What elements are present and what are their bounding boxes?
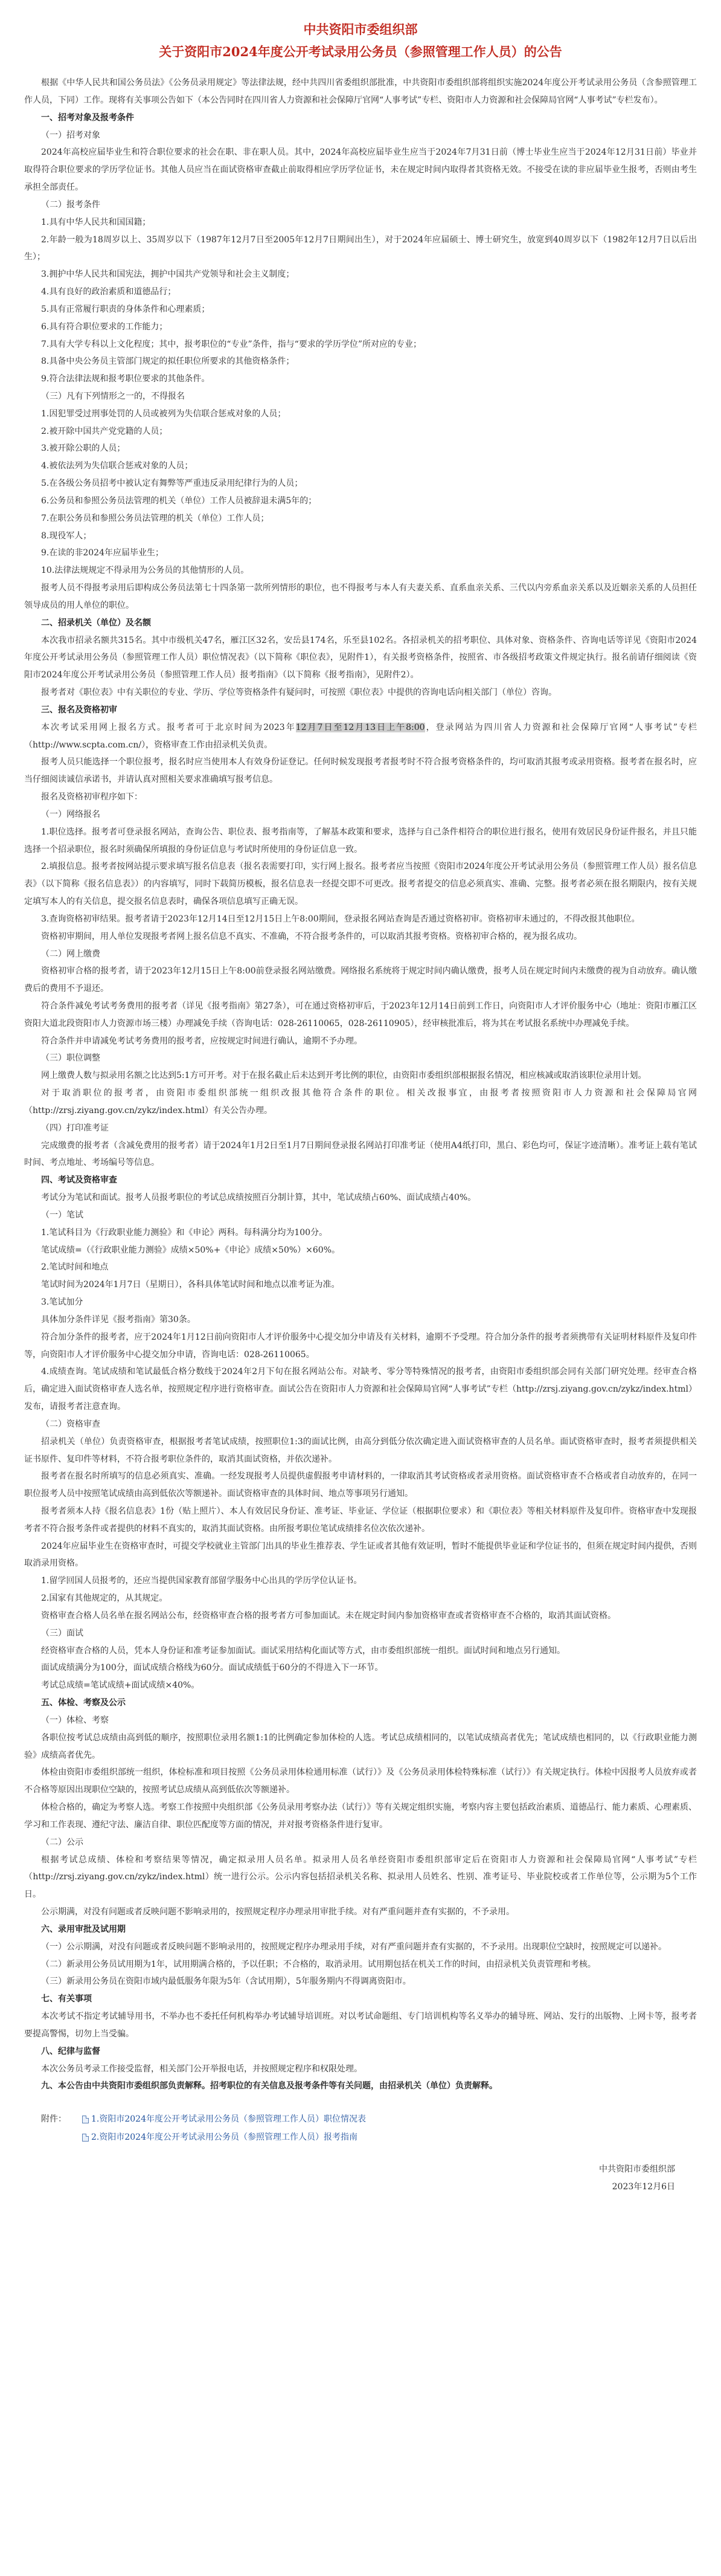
body-paragraph: 5.具有正常履行职责的身体条件和心理素质； <box>41 304 210 314</box>
body-paragraph: 2024年应届毕业生在资格审查时，可提交学校就业主管部门出具的毕业生推荐表、学生证或者其他有效证明，暂时不能提供毕业证和学位证书的，但须在规定时间内提供，否则取消录用资格。 <box>24 1541 697 1569</box>
body-paragraph: 考试总成绩=笔试成绩+面试成绩×40%。 <box>41 1680 200 1691</box>
subsection-heading: （三）面试 <box>41 1628 83 1638</box>
subsection-heading: （二）网上缴费 <box>41 949 100 959</box>
body-paragraph: 6.具有符合职位要求的工作能力； <box>41 321 168 332</box>
body-paragraph: 资格初审合格的报考者，请于2023年12月15日上午8:00前登录报名网站缴费。网络报名系统将于规定时间内确认缴费，报考人员在规定时间内未缴费的视为自动放弃。确认缴费后的费用不予退还。 <box>24 966 697 994</box>
announcement-body <box>24 74 697 2095</box>
body-paragraph: 3.查询资格初审结果。报考者请于2023年12月14日至12月15日上午8:00期间，登录报名网站查询是否通过资格初审。资格初审未通过的，不得改报其他职位。 <box>41 914 640 924</box>
body-paragraph: 3.拥护中华人民共和国宪法，拥护中国共产党领导和社会主义制度； <box>41 270 295 280</box>
closing-statement: 九、本公告由中共资阳市委组织部负责解释。招考职位的有关信息及报考条件等有关问题，由招录机关（单位）负责解释。 <box>41 2081 498 2091</box>
body-paragraph: 2.被开除中国共产党党籍的人员； <box>41 426 168 436</box>
section-heading: 六、录用审批及试用期 <box>41 1924 126 1934</box>
body-paragraph: 1.职位选择。报考者可登录报名网站，查询公告、职位表、报考指南等，了解基本政策和要求，选择与自己条件相符合的职位进行报名，使用有效居民身份证件报名，并且只能选择一个招录职位，报名时须确保所填报的身份证信息与考试时所使用的身份证信息一致。 <box>24 827 697 854</box>
section-heading: 四、考试及资格审查 <box>41 1175 117 1186</box>
section-heading: 一、招考对象及报考条件 <box>41 112 134 123</box>
body-paragraph: 8.具备中央公务员主管部门规定的拟任职位所要求的其他资格条件； <box>41 357 295 367</box>
body-paragraph: 招录机关（单位）负责资格审查，根据报考者笔试成绩，按照职位1:3的面试比例，由高分到低分依次确定进入面试资格审查的人员名单。面试资格审查时，报考者须提供相关证书原件、复印件等材料，不符合报考职位条件的，取消其面试资格，并依次递补。 <box>24 1436 697 1464</box>
subsection-heading: （一）笔试 <box>41 1210 83 1220</box>
body-paragraph: 6.公务员和参照公务员法管理的机关（单位）工作人员被辞退未满5年的； <box>41 496 317 506</box>
body-paragraph: 2.填报信息。报考者按网站提示要求填写报名信息表（报名表需要打印，实行网上报名。报考者应当按照《资阳市2024年度公开考试录用公务员（参照管理工作人员）报名信息表》（以下简称《报名信息表》）的内容填写，同时下载简历模板，报名信息表一经提交即不可更改。报考者提交的信息必须真实、准确、完整。报考者必须在报名期限内，按有关规定填写本人的有关信息，提交报名信息表时，确保各项信息填写正确无误。 <box>24 862 697 907</box>
body-paragraph: 1.留学回国人员报考的，还应当提供国家教育部留学服务中心出具的学历学位认证书。 <box>41 1576 362 1586</box>
body-paragraph: 2.年龄一般为18周岁以上、35周岁以下（1987年12月7日至2005年12月7日期间出生），对于2024年应届硕士、博士研究生，放宽到40周岁以下（1982年12月7日以后出生）； <box>24 234 697 262</box>
highlighted-text: 12月7日至12月13日上午8:00 <box>295 722 425 732</box>
paragraph-text: 本次考试采用网上报名方式。报考者可于北京时间为2023年 <box>41 722 296 732</box>
body-paragraph: （二）新录用公务员试用期为1年，试用期满合格的，予以任职；不合格的，取消录用。试用期包括在机关工作的时间，由招录机关负责管理和考核。 <box>41 1959 596 1969</box>
section-heading: 二、招录机关（单位）及名额 <box>41 618 151 628</box>
body-paragraph: 经资格审查合格的人员，凭本人身份证和准考证参加面试。面试采用结构化面试等方式，由市委组织部统一组织。面试时间和地点另行通知。 <box>41 1645 565 1656</box>
body-paragraph: 资格审查合格人员名单在报名网站公布，经资格审查合格的报考者方可参加面试。未在规定时间内参加资格审查或者资格审查不合格的，取消其面试资格。 <box>41 1610 616 1621</box>
body-paragraph: 报考人员只能选择一个职位报考，报名时应当使用本人有效身份证登记。任何时候发现报考者报考时不符合报考资格条件的，均可取消其报考或录用资格。报考者在报名时，应当仔细阅读诚信承诺书，并请认真对照相关要求准确填写报考信息。 <box>24 757 697 785</box>
body-paragraph: 考试分为笔试和面试。报考人员报考职位的考试总成绩按照百分制计算，其中，笔试成绩占60%、面试成绩占40%。 <box>41 1193 476 1203</box>
subsection-heading: （一）体检、考察 <box>41 1715 109 1725</box>
body-paragraph: 根据考试总成绩、体检和考察结果等情况，确定拟录用人员名单。拟录用人员名单经资阳市委组织部审定后在资阳市人力资源和社会保障局官网“人事考试”专栏（http://zrsj.ziyang.gov.cn/zykz/index.html）统一进行公示。公示内容包括招录机关名称、拟录用人员姓名、性别、准考证号、毕业院校或者工作单位等，公示期为5个工作日。 <box>24 1855 697 1900</box>
section-heading: 七、有关事项 <box>41 1994 92 2004</box>
body-paragraph: 7.具有大学专科以上文化程度；其中，报考职位的“专业”条件，指与“要求的学历学位”所对应的专业； <box>41 339 421 349</box>
body-paragraph: 3.笔试加分 <box>41 1297 83 1308</box>
subsection-heading: （一）网络报名 <box>41 809 100 819</box>
subsection-heading: （三）职位调整 <box>41 1053 100 1064</box>
body-paragraph: 本次我市招录名额共315名。其中市级机关47名，雁江区32名，安岳县174名，乐至县102名。各招录机关的招考职位、具体对象、资格条件、咨询电话等详见《资阳市2024年度公开考试录用公务员（参照管理工作人员）职位情况表》（以下简称《职位表》，见附件1），有关报考资格条件，按照省、市各级招考政策文件规定执行。报名前请仔细阅读《资阳市2024年度公开考试录用公务员（参照管理工作人员）报考指南》（以下简称《报考指南》，见附件2）。 <box>24 635 697 680</box>
body-paragraph: 各职位按考试总成绩由高到低的顺序，按照职位录用名额1:1的比例确定参加体检的人选。考试总成绩相同的，以笔试成绩高者优先；笔试成绩也相同的，以《行政职业能力测验》成绩高者优先。 <box>24 1732 697 1760</box>
body-paragraph: 网上缴费人数与拟录用名额之比达到5:1方可开考。对于在报名截止后未达到开考比例的职位，由资阳市委组织部根据报名情况，相应核减或取消该职位录用计划。 <box>41 1071 647 1081</box>
signature-org: 中共资阳市委组织部 <box>599 2164 675 2174</box>
attachments-label: 附件： <box>41 2114 66 2125</box>
body-paragraph: 报名及资格初审程序如下： <box>41 792 143 802</box>
body-paragraph: 符合条件减免考试考务费用的报考者（详见《报考指南》第27条），可在通过资格初审后，于2023年12月14日前到工作日，向资阳市人才评价服务中心（地址：资阳市雁江区资阳大道北段资阳市人力资源市场三楼）办理减免手续（咨询电话：028-26110065，028-26110905），经审核批准后，将为其在考试报名系统中办理减免手续。 <box>24 1001 697 1028</box>
body-paragraph: 体检由资阳市委组织部统一组织，体检标准和项目按照《公务员录用体检通用标准（试行）》及《公务员录用体检特殊标准（试行）》有关规定执行。体检中因报考人员放弃或者不合格等原因出现职位空缺的，按照考试总成绩从高到低依次等额递补。 <box>24 1767 697 1795</box>
body-paragraph: 本次考试不指定考试辅导用书，不举办也不委托任何机构举办考试辅导培训班。对以考试命题组、专门培训机构等名义举办的辅导班、网站、发行的出版物、上网卡等，报考者要提高警惕，切勿上当受骗。 <box>24 2012 697 2039</box>
page-title: 关于资阳市2024年度公开考试录用公务员（参照管理工作人员）的公告 <box>159 44 562 59</box>
subsection-heading: （一）招考对象 <box>41 130 100 140</box>
body-paragraph: 4.成绩查询。笔试成绩和笔试最低合格分数线于2024年2月下旬在报名网站公布。对缺考、零分等特殊情况的报考者，由资阳市委组织部会同有关部门研究处理。经审查合格后，确定进入面试资格审查人选名单，按照规定程序进行资格审查。面试公告在资阳市人力资源和社会保障局官网“人事考试”专栏（http://zrsj.ziyang.gov.cn/zykz/index.html）发布，请报考者注意查询。 <box>24 1367 697 1412</box>
subsection-heading: （三）凡有下列情形之一的，不得报名 <box>41 392 185 401</box>
attachments-section <box>24 2111 697 2146</box>
body-paragraph: 4.被依法列为失信联合惩戒对象的人员； <box>41 461 193 471</box>
body-paragraph: 符合加分条件的报考者，应于2024年1月12日前向资阳市人才评价服务中心提交加分申请及有关材料，逾期不予受理。符合加分条件的报考者须携带有关证明材料原件及复印件等，向资阳市人才评价服务中心提交加分申请，咨询电话：028-26110065。 <box>24 1332 697 1360</box>
subsection-heading: （二）资格审查 <box>41 1419 100 1429</box>
header <box>24 19 697 61</box>
paragraph-text: ，登录网站为四川省人力资源和社会保障厅官网“人事考试”专栏（http://www.scpta.com.cn/），资格审查工作由招录机关负责。 <box>24 722 697 750</box>
attachments-list <box>82 2111 366 2146</box>
body-paragraph: 1.笔试科目为《行政职业能力测验》和《申论》两科。每科满分均为100分。 <box>41 1227 328 1238</box>
body-paragraph: 1.因犯罪受过刑事处罚的人员或被列为失信联合惩戒对象的人员； <box>41 408 286 419</box>
body-paragraph: 对于取消职位的报考者，由资阳市委组织部统一组织改报其他符合条件的职位。相关改报事宜，由报考者按照资阳市人力资源和社会保障局官网（http://zrsj.ziyang.gov.cn/zykz/index.html）有关公告办理。 <box>24 1088 697 1115</box>
body-paragraph: 具体加分条件详见《报考指南》第30条。 <box>41 1314 196 1325</box>
issuing-org: 中共资阳市委组织部 <box>303 22 418 37</box>
body-paragraph: 报考者在报名时所填写的信息必须真实、准确。一经发现报考人员提供虚假报考申请材料的，一律取消其考试资格或者录用资格。面试资格审查不合格或者自动放弃的，在同一职位报考人员中按照笔试成绩由高到低依次等额递补。面试资格审查的具体时间、地点等事项另行通知。 <box>24 1471 697 1499</box>
body-paragraph: （三）新录用公务员在资阳市域内最低服务年限为5年（含试用期），5年服务期内不得调离资阳市。 <box>41 1977 411 1987</box>
signature-block <box>24 2161 697 2197</box>
body-paragraph: 7.在职公务员和参照公务员法管理的机关（单位）工作人员； <box>41 513 269 523</box>
section-heading: 八、纪律与监督 <box>41 2046 100 2056</box>
file-icon <box>82 2134 89 2142</box>
body-paragraph: 2.笔试时间和地点 <box>41 1262 109 1273</box>
body-paragraph: 笔试时间为2024年1月7日（星期日），各科具体笔试时间和地点以准考证为准。 <box>41 1280 340 1290</box>
body-paragraph: 报考者须本人持《报名信息表》1份（贴上照片）、本人有效居民身份证、准考证、毕业证、学位证（根据职位要求）和《职位表》等相关材料原件及复印件。资格审查中发现报考者不符合报考条件或者提供的材料不真实的，取消其面试资格。由所报考职位笔试成绩排名位次依次递补。 <box>24 1506 697 1534</box>
body-paragraph: 1.具有中华人民共和国国籍； <box>41 217 151 227</box>
body-paragraph: 2024年高校应届毕业生和符合职位要求的社会在职、非在职人员。其中，2024年高校应届毕业生应当于2024年7月31日前（博士毕业生应当于2024年12月31日前）毕业并取得符合职位要求的学历学位证书。其他人员应当在面试资格审查截止前取得相应学历学位证书，未在规定时间内取得者其资格无效。不接受在读的非应届毕业生报考，否则由考生承担全部责任。 <box>24 147 697 193</box>
body-paragraph: 9.在读的非2024年应届毕业生； <box>41 548 164 558</box>
attachment-item[interactable] <box>82 2129 366 2146</box>
attachment-item[interactable] <box>82 2111 366 2128</box>
body-paragraph <box>24 719 697 754</box>
body-paragraph: 符合条件并申请减免考试考务费用的报考者，应按规定时间进行确认，逾期不予办理。 <box>41 1036 362 1046</box>
section-heading: 三、报名及资格初审 <box>41 705 117 715</box>
body-paragraph: 完成缴费的报考者（含减免费用的报考者）请于2024年1月2日至1月7日期间登录报名网站打印准考证（使用A4纸打印，黑白、彩色均可，保证字迹清晰）。准考证上载有笔试时间、考点地址、考场编号等信息。 <box>24 1140 697 1168</box>
body-paragraph: 8.现役军人； <box>41 531 92 541</box>
body-paragraph: 面试成绩满分为100分，面试成绩合格线为60分。面试成绩低于60分的不得进入下一环节。 <box>41 1663 383 1673</box>
body-paragraph: 5.在各级公务员招考中被认定有舞弊等严重违反录用纪律行为的人员； <box>41 479 303 489</box>
body-paragraph: 3.被开除公职的人员； <box>41 444 126 454</box>
subsection-heading: （四）打印准考证 <box>41 1123 109 1133</box>
body-paragraph: 2.国家有其他规定的，从其规定。 <box>41 1593 168 1604</box>
file-icon <box>82 2116 89 2123</box>
body-paragraph: 体检合格的，确定为考察人选。考察工作按照中央组织部《公务员录用考察办法（试行）》等有关规定组织实施，考察内容主要包括政治素质、道德品行、能力素质、心理素质、学习和工作表现、遵纪守法、廉洁自律、职位匹配度等方面的情况，并对报考资格条件进行复审。 <box>24 1803 697 1830</box>
subsection-heading: （二）报考条件 <box>41 199 100 210</box>
body-paragraph: 资格初审期间，用人单位发现报考者网上报名信息不真实、不准确，不符合报考条件的，可以取消其报考资格。资格初审合格的，视为报名成功。 <box>41 931 582 941</box>
body-paragraph: 报考者对《职位表》中有关职位的专业、学历、学位等资格条件有疑问时，可按照《职位表》中提供的咨询电话向相关部门（单位）咨询。 <box>41 688 557 698</box>
attachment-link[interactable]: 1.资阳市2024年度公开考试录用公务员（参照管理工作人员）职位情况表 <box>91 2114 366 2125</box>
body-paragraph: 根据《中华人民共和国公务员法》《公务员录用规定》等法律法规，经中共四川省委组织部批准，中共资阳市委组织部将组织实施2024年度公开考试录用公务员（含参照管理工作人员，下同）工作。现将有关事项公告如下（本公告同时在四川省人力资源和社会保障厅官网“人事考试”专栏、资阳市人力资源和社会保障局官网“人事考试”专栏发布）。 <box>24 78 697 105</box>
body-paragraph: 4.具有良好的政治素质和道德品行； <box>41 287 176 297</box>
section-heading: 五、体检、考察及公示 <box>41 1698 126 1708</box>
body-paragraph: 本次公务员考录工作接受监督，相关部门公开举报电话，并按照规定程序和权限处理。 <box>41 2064 362 2074</box>
body-paragraph: 笔试成绩=（《行政职业能力测验》成绩×50%+《申论》成绩×50%）×60%。 <box>41 1245 341 1255</box>
body-paragraph: 报考人员不得报考录用后即构成公务员法第七十四条第一款所列情形的职位，也不得报考与本人有夫妻关系、直系血亲关系、三代以内旁系血亲关系以及近姻亲关系的人员担任领导成员的用人单位的职位。 <box>24 583 697 610</box>
body-paragraph: （一）公示期满，对没有问题或者反映问题不影响录用的，按照规定程序办理录用手续，对有严重问题并查有实据的，不予录用。出现职位空缺时，按照规定可以递补。 <box>41 1942 667 1952</box>
attachment-link[interactable]: 2.资阳市2024年度公开考试录用公务员（参照管理工作人员）报考指南 <box>91 2132 357 2142</box>
signature-date: 2023年12月6日 <box>612 2182 675 2192</box>
body-paragraph: 9.符合法律法规和报考职位要求的其他条件。 <box>41 374 210 384</box>
subsection-heading: （二）公示 <box>41 1837 83 1847</box>
body-paragraph: 公示期满，对没有问题或者反映问题不影响录用的，按照规定程序办理录用审批手续。对有严重问题并查有实据的，不予录用。 <box>41 1907 514 1917</box>
body-paragraph: 10.法律法规规定不得录用为公务员的其他情形的人员。 <box>41 566 249 576</box>
